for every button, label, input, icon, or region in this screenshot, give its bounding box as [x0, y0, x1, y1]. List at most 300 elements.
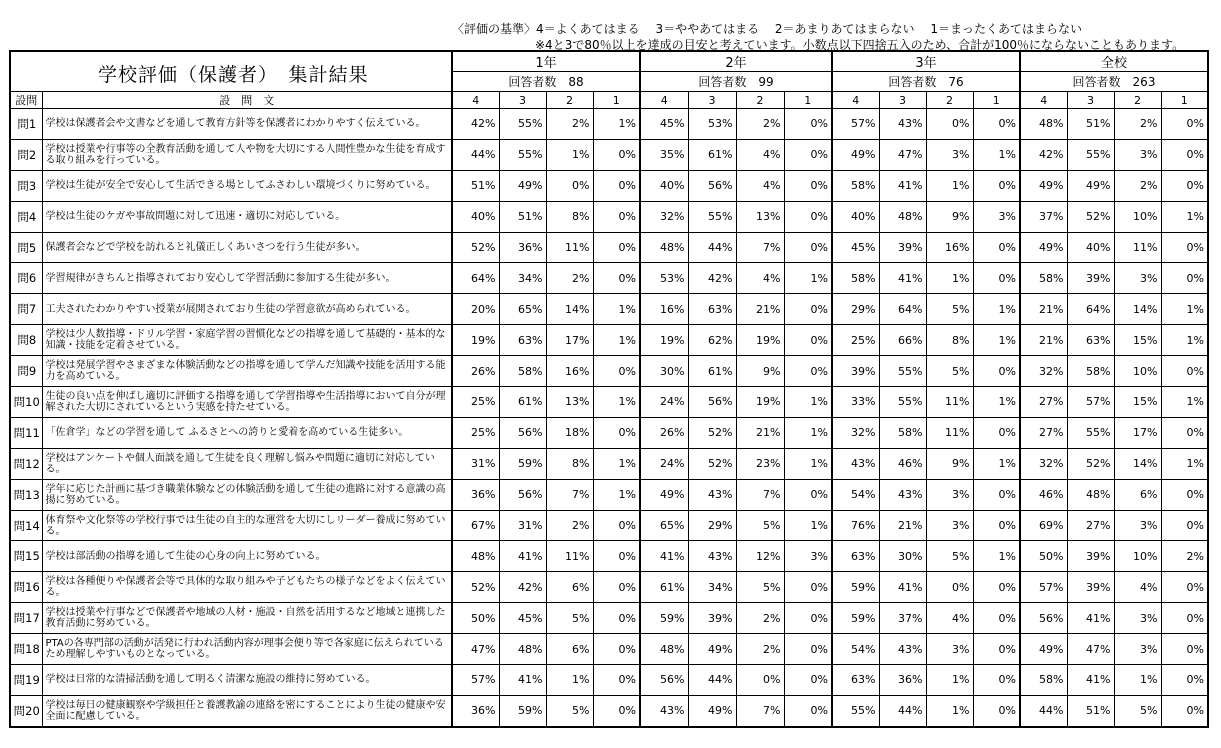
question-text: 保護者会などで学校を訪れると礼儀正しくあいさつを行う生徒が多い。	[42, 232, 452, 263]
question-text: 生徒の良い点を伸ばし適切に評価する指導を通して学習指導や生活指導において自分が理解された大切にされているという実感を持たせている。	[42, 387, 452, 418]
percent-cell: 0%	[593, 541, 640, 572]
percent-cell: 43%	[640, 695, 688, 726]
percent-cell: 45%	[499, 603, 546, 634]
percent-cell: 32%	[640, 201, 688, 232]
question-text: 学校は少人数指導・ドリル学習・家庭学習の習慣化などの指導を通して基礎的・基本的な知識・技能を定着させている。	[42, 325, 452, 356]
question-number: 問3	[10, 170, 42, 201]
question-number: 問1	[10, 109, 42, 140]
percent-cell: 37%	[879, 603, 926, 634]
percent-cell: 1%	[926, 263, 973, 294]
percent-cell: 0%	[593, 232, 640, 263]
percent-cell: 67%	[452, 510, 499, 541]
percent-cell: 52%	[452, 232, 499, 263]
percent-cell: 63%	[688, 294, 736, 325]
percent-cell: 3%	[784, 541, 832, 572]
percent-cell: 58%	[1020, 263, 1067, 294]
percent-cell: 42%	[452, 109, 499, 140]
percent-cell: 20%	[452, 294, 499, 325]
percent-cell: 25%	[452, 417, 499, 448]
percent-cell: 1%	[1114, 665, 1161, 696]
percent-cell: 1%	[973, 294, 1020, 325]
percent-cell: 63%	[832, 665, 879, 696]
percent-cell: 39%	[832, 356, 879, 387]
question-number: 問18	[10, 634, 42, 665]
percent-cell: 53%	[688, 109, 736, 140]
percent-cell: 3%	[1114, 603, 1161, 634]
percent-cell: 3%	[973, 201, 1020, 232]
percent-cell: 51%	[1067, 695, 1114, 726]
table-row	[10, 479, 1208, 510]
percent-cell: 0%	[973, 603, 1020, 634]
percent-cell: 53%	[640, 263, 688, 294]
percent-cell: 0%	[1161, 170, 1208, 201]
percent-cell: 57%	[452, 665, 499, 696]
scale-header: 3	[879, 92, 926, 109]
percent-cell: 1%	[593, 479, 640, 510]
percent-cell: 0%	[784, 139, 832, 170]
percent-cell: 27%	[1067, 510, 1114, 541]
table-row	[10, 201, 1208, 232]
percent-cell: 43%	[832, 448, 879, 479]
percent-cell: 1%	[784, 417, 832, 448]
group-header: 2年	[640, 51, 832, 72]
percent-cell: 2%	[546, 263, 593, 294]
percent-cell: 48%	[452, 541, 499, 572]
percent-cell: 0%	[1161, 603, 1208, 634]
percent-cell: 1%	[593, 325, 640, 356]
scale-header: 2	[546, 92, 593, 109]
percent-cell: 0%	[1161, 417, 1208, 448]
percent-cell: 0%	[593, 170, 640, 201]
percent-cell: 56%	[640, 665, 688, 696]
percent-cell: 47%	[452, 634, 499, 665]
percent-cell: 58%	[1020, 665, 1067, 696]
percent-cell: 8%	[546, 448, 593, 479]
question-number: 問17	[10, 603, 42, 634]
percent-cell: 0%	[593, 634, 640, 665]
percent-cell: 51%	[499, 201, 546, 232]
percent-cell: 14%	[546, 294, 593, 325]
percent-cell: 0%	[784, 170, 832, 201]
question-text: 学校は毎日の健康観察や学級担任と養護教諭の連絡を密にすることにより生徒の健康や安全面に配慮している。	[42, 695, 452, 726]
percent-cell: 19%	[736, 387, 784, 418]
percent-cell: 52%	[452, 572, 499, 603]
percent-cell: 1%	[1161, 325, 1208, 356]
question-text: 学校は部活動の指導を通して生徒の心身の向上に努めている。	[42, 541, 452, 572]
percent-cell: 41%	[499, 541, 546, 572]
question-number: 問13	[10, 479, 42, 510]
percent-cell: 63%	[832, 541, 879, 572]
percent-cell: 49%	[1020, 232, 1067, 263]
percent-cell: 2%	[546, 109, 593, 140]
table-row	[10, 634, 1208, 665]
scale-header: 1	[1161, 92, 1208, 109]
percent-cell: 59%	[640, 603, 688, 634]
scale-header: 3	[499, 92, 546, 109]
percent-cell: 10%	[1114, 201, 1161, 232]
percent-cell: 41%	[1067, 603, 1114, 634]
percent-cell: 27%	[1020, 417, 1067, 448]
percent-cell: 1%	[546, 665, 593, 696]
percent-cell: 7%	[736, 232, 784, 263]
percent-cell: 61%	[688, 139, 736, 170]
percent-cell: 40%	[832, 201, 879, 232]
percent-cell: 11%	[546, 541, 593, 572]
percent-cell: 55%	[1067, 139, 1114, 170]
percent-cell: 16%	[546, 356, 593, 387]
percent-cell: 49%	[688, 695, 736, 726]
percent-cell: 1%	[546, 139, 593, 170]
percent-cell: 44%	[688, 232, 736, 263]
question-text: 学校は授業や行事等の全教育活動を通して人や物を大切にする人間性豊かな生徒を育成する取り組みを行っている。	[42, 139, 452, 170]
percent-cell: 64%	[879, 294, 926, 325]
percent-cell: 1%	[593, 448, 640, 479]
percent-cell: 42%	[688, 263, 736, 294]
question-number: 問8	[10, 325, 42, 356]
percent-cell: 43%	[688, 541, 736, 572]
results-table	[9, 50, 1209, 728]
percent-cell: 11%	[926, 387, 973, 418]
question-text: 学校は授業や行事などで保護者や地域の人材・施設・自然を活用するなど地域と連携した教育活動に努めている。	[42, 603, 452, 634]
percent-cell: 0%	[593, 201, 640, 232]
percent-cell: 65%	[499, 294, 546, 325]
percent-cell: 29%	[832, 294, 879, 325]
percent-cell: 55%	[879, 356, 926, 387]
table-row	[10, 603, 1208, 634]
percent-cell: 36%	[452, 695, 499, 726]
percent-cell: 58%	[879, 417, 926, 448]
percent-cell: 31%	[452, 448, 499, 479]
percent-cell: 54%	[832, 479, 879, 510]
question-number: 問15	[10, 541, 42, 572]
percent-cell: 34%	[499, 263, 546, 294]
percent-cell: 62%	[688, 325, 736, 356]
percent-cell: 0%	[784, 232, 832, 263]
percent-cell: 25%	[832, 325, 879, 356]
percent-cell: 17%	[1114, 417, 1161, 448]
percent-cell: 69%	[1020, 510, 1067, 541]
percent-cell: 3%	[1114, 263, 1161, 294]
table-row	[10, 294, 1208, 325]
percent-cell: 0%	[593, 139, 640, 170]
percent-cell: 59%	[832, 603, 879, 634]
scale-header: 4	[1020, 92, 1067, 109]
percent-cell: 16%	[926, 232, 973, 263]
percent-cell: 41%	[879, 170, 926, 201]
percent-cell: 0%	[784, 665, 832, 696]
question-text-header: 設 問 文	[42, 92, 452, 109]
percent-cell: 43%	[879, 109, 926, 140]
percent-cell: 1%	[784, 510, 832, 541]
percent-cell: 11%	[926, 417, 973, 448]
percent-cell: 5%	[736, 510, 784, 541]
percent-cell: 0%	[593, 572, 640, 603]
percent-cell: 21%	[736, 294, 784, 325]
percent-cell: 48%	[640, 634, 688, 665]
percent-cell: 0%	[973, 263, 1020, 294]
question-text: 学校は各種便りや保護者会等で具体的な取り組みや子どもたちの様子などをよく伝えている。	[42, 572, 452, 603]
table-row	[10, 356, 1208, 387]
percent-cell: 37%	[1020, 201, 1067, 232]
percent-cell: 0%	[784, 325, 832, 356]
table-row	[10, 387, 1208, 418]
percent-cell: 2%	[1114, 109, 1161, 140]
percent-cell: 52%	[1067, 448, 1114, 479]
table-row	[10, 417, 1208, 448]
percent-cell: 2%	[1114, 170, 1161, 201]
percent-cell: 9%	[736, 356, 784, 387]
percent-cell: 49%	[1067, 170, 1114, 201]
percent-cell: 45%	[832, 232, 879, 263]
percent-cell: 8%	[546, 201, 593, 232]
percent-cell: 7%	[736, 695, 784, 726]
percent-cell: 0%	[973, 109, 1020, 140]
question-text: 学習規律がきちんと指導されており安心して学習活動に参加する生徒が多い。	[42, 263, 452, 294]
percent-cell: 3%	[926, 634, 973, 665]
percent-cell: 3%	[926, 510, 973, 541]
percent-cell: 1%	[784, 387, 832, 418]
percent-cell: 49%	[688, 634, 736, 665]
percent-cell: 57%	[1067, 387, 1114, 418]
percent-cell: 0%	[1161, 695, 1208, 726]
table-row	[10, 665, 1208, 696]
percent-cell: 0%	[593, 665, 640, 696]
question-text: 学校はアンケートや個人面談を通して生徒を良く理解し悩みや問題に適切に対応している。	[42, 448, 452, 479]
question-text: 学年に応じた計画に基づき職業体験などの体験活動を通して生徒の進路に対する意識の高揚に努めている。	[42, 479, 452, 510]
percent-cell: 42%	[499, 572, 546, 603]
percent-cell: 55%	[832, 695, 879, 726]
question-text: 学校は生徒のケガや事故問題に対して迅速・適切に対応している。	[42, 201, 452, 232]
table-row	[10, 510, 1208, 541]
percent-cell: 3%	[1114, 634, 1161, 665]
percent-cell: 10%	[1114, 541, 1161, 572]
percent-cell: 15%	[1114, 387, 1161, 418]
percent-cell: 29%	[688, 510, 736, 541]
percent-cell: 1%	[593, 109, 640, 140]
question-text: 学校は保護者会や文書などを通して教育方針等を保護者にわかりやすく伝えている。	[42, 109, 452, 140]
question-text: 学校は日常的な清掃活動を通して明るく清潔な施設の維持に努めている。	[42, 665, 452, 696]
percent-cell: 48%	[879, 201, 926, 232]
question-number: 問20	[10, 695, 42, 726]
scale-header: 4	[452, 92, 499, 109]
percent-cell: 44%	[1020, 695, 1067, 726]
percent-cell: 44%	[452, 139, 499, 170]
question-number: 問14	[10, 510, 42, 541]
percent-cell: 0%	[1161, 109, 1208, 140]
percent-cell: 1%	[973, 448, 1020, 479]
percent-cell: 43%	[879, 479, 926, 510]
percent-cell: 55%	[688, 201, 736, 232]
percent-cell: 0%	[1161, 510, 1208, 541]
percent-cell: 0%	[593, 263, 640, 294]
percent-cell: 40%	[640, 170, 688, 201]
percent-cell: 0%	[973, 634, 1020, 665]
percent-cell: 19%	[640, 325, 688, 356]
percent-cell: 56%	[1020, 603, 1067, 634]
percent-cell: 0%	[973, 170, 1020, 201]
percent-cell: 49%	[1020, 170, 1067, 201]
percent-cell: 5%	[926, 356, 973, 387]
percent-cell: 16%	[640, 294, 688, 325]
percent-cell: 18%	[546, 417, 593, 448]
table-row	[10, 325, 1208, 356]
percent-cell: 0%	[593, 603, 640, 634]
table-row	[10, 448, 1208, 479]
question-text: 「佐倉学」などの学習を通して ふるさとへの誇りと愛着を高めている生徒多い。	[42, 417, 452, 448]
question-number: 問2	[10, 139, 42, 170]
percent-cell: 48%	[1067, 479, 1114, 510]
percent-cell: 8%	[926, 325, 973, 356]
question-number: 問9	[10, 356, 42, 387]
percent-cell: 19%	[736, 325, 784, 356]
percent-cell: 30%	[879, 541, 926, 572]
table-row	[10, 139, 1208, 170]
percent-cell: 45%	[640, 109, 688, 140]
percent-cell: 49%	[640, 479, 688, 510]
percent-cell: 4%	[736, 170, 784, 201]
percent-cell: 3%	[926, 479, 973, 510]
percent-cell: 12%	[736, 541, 784, 572]
percent-cell: 0%	[593, 510, 640, 541]
percent-cell: 35%	[640, 139, 688, 170]
percent-cell: 5%	[1114, 695, 1161, 726]
percent-cell: 43%	[688, 479, 736, 510]
percent-cell: 58%	[1067, 356, 1114, 387]
percent-cell: 2%	[736, 109, 784, 140]
percent-cell: 1%	[1161, 448, 1208, 479]
question-text: 体育祭や文化祭等の学校行事では生徒の自主的な運営を大切にしリーダー養成に努めている。	[42, 510, 452, 541]
question-number: 問10	[10, 387, 42, 418]
percent-cell: 0%	[1161, 139, 1208, 170]
evaluation-criteria: 〈評価の基準〉4＝よくあてはまる 3＝ややあてはまる 2＝あまりあてはまらない 1＝まったくあてはまらない	[452, 22, 1082, 36]
percent-cell: 44%	[879, 695, 926, 726]
percent-cell: 42%	[1020, 139, 1067, 170]
percent-cell: 32%	[832, 417, 879, 448]
percent-cell: 21%	[879, 510, 926, 541]
percent-cell: 24%	[640, 387, 688, 418]
percent-cell: 0%	[784, 603, 832, 634]
percent-cell: 0%	[926, 572, 973, 603]
percent-cell: 13%	[546, 387, 593, 418]
percent-cell: 50%	[1020, 541, 1067, 572]
percent-cell: 0%	[973, 695, 1020, 726]
table-row	[10, 263, 1208, 294]
table-row	[10, 572, 1208, 603]
percent-cell: 4%	[926, 603, 973, 634]
percent-cell: 65%	[640, 510, 688, 541]
percent-cell: 63%	[499, 325, 546, 356]
percent-cell: 0%	[973, 572, 1020, 603]
scale-header: 1	[784, 92, 832, 109]
percent-cell: 10%	[1114, 356, 1161, 387]
percent-cell: 39%	[879, 232, 926, 263]
percent-cell: 6%	[1114, 479, 1161, 510]
respondent-count: 回答者数 88	[452, 72, 640, 92]
percent-cell: 7%	[736, 479, 784, 510]
percent-cell: 0%	[593, 695, 640, 726]
percent-cell: 48%	[1020, 109, 1067, 140]
percent-cell: 6%	[546, 634, 593, 665]
percent-cell: 1%	[973, 541, 1020, 572]
evaluation-note: ※4と3で80％以上を達成の目安と考えています。小数点以下四捨五入のため、合計が100％にならないこともあります。	[535, 38, 1185, 52]
percent-cell: 36%	[879, 665, 926, 696]
percent-cell: 52%	[688, 417, 736, 448]
percent-cell: 52%	[1067, 201, 1114, 232]
percent-cell: 46%	[879, 448, 926, 479]
percent-cell: 0%	[784, 356, 832, 387]
percent-cell: 13%	[736, 201, 784, 232]
percent-cell: 41%	[879, 572, 926, 603]
percent-cell: 59%	[499, 448, 546, 479]
percent-cell: 58%	[832, 263, 879, 294]
scale-header: 3	[1067, 92, 1114, 109]
percent-cell: 64%	[452, 263, 499, 294]
percent-cell: 19%	[452, 325, 499, 356]
percent-cell: 2%	[736, 603, 784, 634]
percent-cell: 49%	[832, 139, 879, 170]
percent-cell: 56%	[499, 479, 546, 510]
percent-cell: 46%	[1020, 479, 1067, 510]
percent-cell: 1%	[784, 448, 832, 479]
percent-cell: 0%	[926, 109, 973, 140]
percent-cell: 55%	[499, 109, 546, 140]
percent-cell: 39%	[688, 603, 736, 634]
scale-header: 3	[688, 92, 736, 109]
question-number: 問19	[10, 665, 42, 696]
scale-header: 2	[736, 92, 784, 109]
question-number: 問5	[10, 232, 42, 263]
percent-cell: 43%	[879, 634, 926, 665]
percent-cell: 32%	[1020, 356, 1067, 387]
percent-cell: 15%	[1114, 325, 1161, 356]
percent-cell: 27%	[1020, 387, 1067, 418]
percent-cell: 57%	[1020, 572, 1067, 603]
percent-cell: 0%	[784, 109, 832, 140]
percent-cell: 3%	[1114, 510, 1161, 541]
percent-cell: 39%	[1067, 541, 1114, 572]
percent-cell: 0%	[593, 417, 640, 448]
percent-cell: 0%	[1161, 634, 1208, 665]
group-header: 1年	[452, 51, 640, 72]
percent-cell: 61%	[640, 572, 688, 603]
percent-cell: 31%	[499, 510, 546, 541]
respondent-count: 回答者数 76	[832, 72, 1020, 92]
percent-cell: 6%	[546, 572, 593, 603]
respondent-count: 回答者数 99	[640, 72, 832, 92]
percent-cell: 47%	[1067, 634, 1114, 665]
scale-header: 2	[1114, 92, 1161, 109]
percent-cell: 0%	[1161, 232, 1208, 263]
percent-cell: 55%	[499, 139, 546, 170]
percent-cell: 0%	[1161, 665, 1208, 696]
scale-header: 1	[593, 92, 640, 109]
percent-cell: 50%	[452, 603, 499, 634]
percent-cell: 21%	[1020, 294, 1067, 325]
percent-cell: 4%	[1114, 572, 1161, 603]
percent-cell: 1%	[1161, 387, 1208, 418]
percent-cell: 14%	[1114, 448, 1161, 479]
percent-cell: 34%	[688, 572, 736, 603]
percent-cell: 56%	[688, 387, 736, 418]
percent-cell: 1%	[784, 263, 832, 294]
percent-cell: 7%	[546, 479, 593, 510]
percent-cell: 44%	[688, 665, 736, 696]
percent-cell: 57%	[832, 109, 879, 140]
group-header: 3年	[832, 51, 1020, 72]
percent-cell: 66%	[879, 325, 926, 356]
percent-cell: 1%	[973, 139, 1020, 170]
percent-cell: 0%	[1161, 263, 1208, 294]
